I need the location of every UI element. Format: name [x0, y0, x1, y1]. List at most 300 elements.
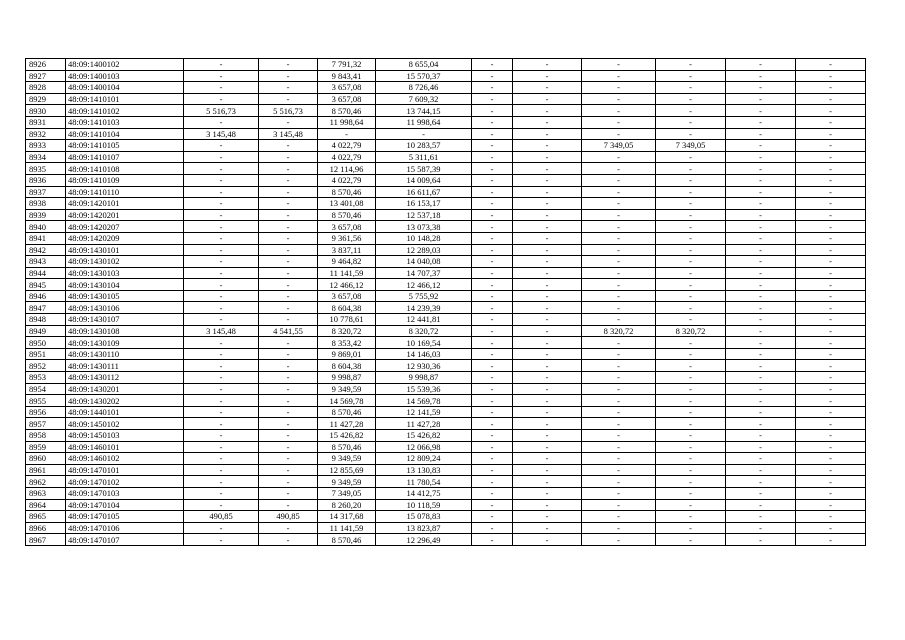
cell-value-col-9: -: [582, 186, 656, 198]
cell-value-col-6: 12 141,59: [376, 406, 472, 418]
cell-value-col-10: -: [656, 221, 726, 233]
cell-value-col-4: -: [259, 140, 318, 152]
cell-value-col-6: 10 169,54: [376, 337, 472, 349]
cell-cadastral-number: 48:09:1430105: [66, 290, 184, 302]
cell-row-number: 8955: [26, 395, 66, 407]
cell-value-col-6: 8 655,04: [376, 59, 472, 71]
cell-value-col-3: 3 145,48: [184, 325, 259, 337]
cell-value-col-9: -: [582, 279, 656, 291]
cell-value-col-11: -: [726, 464, 796, 476]
cell-cadastral-number: 48:09:1460101: [66, 441, 184, 453]
cell-value-col-6: 13 073,38: [376, 221, 472, 233]
table-row: [26, 198, 866, 210]
cell-value-col-5: 11 998,64: [318, 116, 376, 128]
cell-value-col-11: -: [726, 395, 796, 407]
cell-row-number: 8950: [26, 337, 66, 349]
cell-value-col-8: -: [513, 464, 582, 476]
cell-value-col-11: -: [726, 476, 796, 488]
cell-value-col-3: -: [184, 418, 259, 430]
cell-value-col-10: -: [656, 105, 726, 117]
cell-value-col-12: -: [796, 128, 866, 140]
cell-value-col-9: -: [582, 232, 656, 244]
cell-value-col-11: -: [726, 256, 796, 268]
cell-value-col-9: -: [582, 383, 656, 395]
cell-cadastral-number: 48:09:1470105: [66, 511, 184, 523]
cell-value-col-6: 13 130,83: [376, 464, 472, 476]
cell-row-number: 8961: [26, 464, 66, 476]
cell-value-col-11: -: [726, 151, 796, 163]
cell-value-col-3: -: [184, 314, 259, 326]
cell-value-col-10: -: [656, 279, 726, 291]
cell-value-col-11: -: [726, 511, 796, 523]
cell-value-col-12: -: [796, 140, 866, 152]
cell-row-number: 8927: [26, 70, 66, 82]
cell-cadastral-number: 48:09:1410110: [66, 186, 184, 198]
cell-value-col-9: -: [582, 82, 656, 94]
cell-value-col-9: -: [582, 372, 656, 384]
cell-value-col-9: -: [582, 116, 656, 128]
cell-value-col-7: -: [472, 302, 513, 314]
cell-value-col-10: -: [656, 314, 726, 326]
cell-value-col-10: -: [656, 198, 726, 210]
cell-value-col-11: -: [726, 59, 796, 71]
cell-value-col-5: 9 843,41: [318, 70, 376, 82]
cell-value-col-12: -: [796, 244, 866, 256]
cell-value-col-3: -: [184, 93, 259, 105]
cell-value-col-11: -: [726, 372, 796, 384]
cell-value-col-5: 8 570,46: [318, 209, 376, 221]
cell-value-col-6: 5 755,92: [376, 290, 472, 302]
cell-cadastral-number: 48:09:1410108: [66, 163, 184, 175]
cell-value-col-12: -: [796, 314, 866, 326]
cell-value-col-6: 14 239,39: [376, 302, 472, 314]
cell-value-col-6: 14 412,75: [376, 487, 472, 499]
cell-value-col-11: -: [726, 70, 796, 82]
table-row: [26, 59, 866, 71]
table-row: [26, 348, 866, 360]
cell-value-col-12: -: [796, 174, 866, 186]
cell-value-col-10: -: [656, 267, 726, 279]
cell-value-col-10: -: [656, 232, 726, 244]
cell-value-col-5: 7 791,32: [318, 59, 376, 71]
cell-value-col-5: 4 022,79: [318, 151, 376, 163]
cell-value-col-4: -: [259, 290, 318, 302]
cell-value-col-6: 12 289,03: [376, 244, 472, 256]
cell-value-col-7: -: [472, 511, 513, 523]
cell-value-col-11: -: [726, 82, 796, 94]
cell-value-col-5: 14 317,68: [318, 511, 376, 523]
cell-value-col-11: -: [726, 163, 796, 175]
cell-value-col-5: 8 260,20: [318, 499, 376, 511]
cell-value-col-7: -: [472, 476, 513, 488]
cell-cadastral-number: 48:09:1420207: [66, 221, 184, 233]
cell-row-number: 8953: [26, 372, 66, 384]
cell-value-col-6: 12 537,18: [376, 209, 472, 221]
cell-value-col-10: -: [656, 116, 726, 128]
table-row: [26, 116, 866, 128]
cell-value-col-12: -: [796, 256, 866, 268]
cell-value-col-12: -: [796, 116, 866, 128]
cell-value-col-4: -: [259, 395, 318, 407]
cell-value-col-10: -: [656, 128, 726, 140]
cell-value-col-8: -: [513, 244, 582, 256]
cell-value-col-10: -: [656, 418, 726, 430]
cell-value-col-12: -: [796, 372, 866, 384]
cell-value-col-9: -: [582, 337, 656, 349]
table-row: [26, 163, 866, 175]
cell-value-col-10: -: [656, 209, 726, 221]
cell-value-col-4: -: [259, 499, 318, 511]
cell-value-col-8: -: [513, 151, 582, 163]
cell-value-col-10: -: [656, 244, 726, 256]
cell-cadastral-number: 48:09:1440101: [66, 406, 184, 418]
cell-cadastral-number: 48:09:1450102: [66, 418, 184, 430]
cell-value-col-11: -: [726, 499, 796, 511]
cell-value-col-10: -: [656, 290, 726, 302]
cell-value-col-3: -: [184, 151, 259, 163]
cell-value-col-9: -: [582, 348, 656, 360]
table-row: [26, 430, 866, 442]
cell-value-col-11: -: [726, 290, 796, 302]
cell-value-col-4: 490,85: [259, 511, 318, 523]
cell-value-col-12: -: [796, 221, 866, 233]
cell-value-col-8: -: [513, 418, 582, 430]
table-row: [26, 453, 866, 465]
cell-value-col-10: -: [656, 534, 726, 546]
cell-value-col-9: -: [582, 70, 656, 82]
cell-cadastral-number: 48:09:1410105: [66, 140, 184, 152]
cell-value-col-7: -: [472, 256, 513, 268]
cell-cadastral-number: 48:09:1420201: [66, 209, 184, 221]
cell-value-col-9: -: [582, 93, 656, 105]
cell-value-col-6: 15 570,37: [376, 70, 472, 82]
cell-value-col-5: 15 426,82: [318, 430, 376, 442]
cell-value-col-10: -: [656, 464, 726, 476]
cell-value-col-12: -: [796, 348, 866, 360]
cell-value-col-12: -: [796, 499, 866, 511]
cell-row-number: 8949: [26, 325, 66, 337]
cell-value-col-5: 8 320,72: [318, 325, 376, 337]
cell-value-col-8: -: [513, 487, 582, 499]
cell-cadastral-number: 48:09:1410102: [66, 105, 184, 117]
cell-cadastral-number: 48:09:1470103: [66, 487, 184, 499]
cell-value-col-5: 8 570,46: [318, 441, 376, 453]
cell-value-col-5: 9 998,87: [318, 372, 376, 384]
cell-value-col-8: -: [513, 116, 582, 128]
cell-value-col-10: -: [656, 453, 726, 465]
cell-cadastral-number: 48:09:1430202: [66, 395, 184, 407]
cell-value-col-11: -: [726, 418, 796, 430]
cell-value-col-5: 11 427,28: [318, 418, 376, 430]
cell-value-col-10: -: [656, 82, 726, 94]
cell-value-col-3: -: [184, 290, 259, 302]
cell-value-col-5: 9 349,59: [318, 383, 376, 395]
cell-row-number: 8966: [26, 522, 66, 534]
cell-value-col-9: -: [582, 128, 656, 140]
cell-value-col-4: -: [259, 244, 318, 256]
cell-value-col-6: 14 009,64: [376, 174, 472, 186]
cell-value-col-3: -: [184, 360, 259, 372]
cell-row-number: 8964: [26, 499, 66, 511]
cell-value-col-11: -: [726, 534, 796, 546]
cell-value-col-5: 12 855,69: [318, 464, 376, 476]
cell-value-col-4: -: [259, 186, 318, 198]
cell-value-col-3: -: [184, 163, 259, 175]
cell-value-col-5: 8 604,38: [318, 302, 376, 314]
table-row: [26, 464, 866, 476]
table-row: [26, 209, 866, 221]
cell-value-col-9: -: [582, 221, 656, 233]
cell-value-col-5: 4 022,79: [318, 140, 376, 152]
cell-value-col-4: -: [259, 360, 318, 372]
cell-value-col-4: -: [259, 372, 318, 384]
cell-value-col-9: -: [582, 360, 656, 372]
cell-value-col-12: -: [796, 198, 866, 210]
cell-cadastral-number: 48:09:1420209: [66, 232, 184, 244]
cell-value-col-7: -: [472, 128, 513, 140]
cell-row-number: 8932: [26, 128, 66, 140]
cell-value-col-8: -: [513, 302, 582, 314]
cell-value-col-11: -: [726, 221, 796, 233]
cell-value-col-6: 12 441,81: [376, 314, 472, 326]
cell-value-col-4: -: [259, 151, 318, 163]
cell-value-col-5: 9 361,56: [318, 232, 376, 244]
cell-value-col-4: -: [259, 302, 318, 314]
cell-value-col-4: 3 145,48: [259, 128, 318, 140]
cell-cadastral-number: 48:09:1420101: [66, 198, 184, 210]
table-row: [26, 186, 866, 198]
table-row: [26, 418, 866, 430]
cell-value-col-5: 11 141,59: [318, 267, 376, 279]
table-row: [26, 372, 866, 384]
cell-value-col-10: -: [656, 476, 726, 488]
cell-value-col-9: -: [582, 105, 656, 117]
cell-value-col-7: -: [472, 59, 513, 71]
cell-value-col-10: -: [656, 256, 726, 268]
cell-value-col-3: -: [184, 232, 259, 244]
table-row: [26, 499, 866, 511]
cell-value-col-5: 9 869,01: [318, 348, 376, 360]
cell-value-col-3: -: [184, 348, 259, 360]
cell-value-col-9: -: [582, 511, 656, 523]
cell-value-col-9: -: [582, 256, 656, 268]
cell-cadastral-number: 48:09:1460102: [66, 453, 184, 465]
table-row: [26, 476, 866, 488]
cell-value-col-10: -: [656, 151, 726, 163]
cell-value-col-12: -: [796, 186, 866, 198]
cell-value-col-7: -: [472, 290, 513, 302]
cell-value-col-4: -: [259, 232, 318, 244]
cell-value-col-4: -: [259, 406, 318, 418]
cell-cadastral-number: 48:09:1410104: [66, 128, 184, 140]
cell-value-col-8: -: [513, 372, 582, 384]
cell-cadastral-number: 48:09:1410109: [66, 174, 184, 186]
cell-value-col-10: -: [656, 348, 726, 360]
cell-value-col-8: -: [513, 209, 582, 221]
cell-value-col-5: 4 022,79: [318, 174, 376, 186]
cell-value-col-4: -: [259, 59, 318, 71]
cell-value-col-12: -: [796, 383, 866, 395]
cell-row-number: 8952: [26, 360, 66, 372]
cell-row-number: 8931: [26, 116, 66, 128]
cell-value-col-12: -: [796, 325, 866, 337]
cell-value-col-3: 3 145,48: [184, 128, 259, 140]
cell-value-col-8: -: [513, 163, 582, 175]
cell-value-col-6: 8 726,46: [376, 82, 472, 94]
cell-value-col-8: -: [513, 267, 582, 279]
table-row: [26, 105, 866, 117]
cell-value-col-3: -: [184, 82, 259, 94]
cell-value-col-9: -: [582, 267, 656, 279]
cell-value-col-6: 14 569,78: [376, 395, 472, 407]
cell-value-col-9: -: [582, 174, 656, 186]
cell-value-col-12: -: [796, 82, 866, 94]
cell-value-col-3: -: [184, 430, 259, 442]
table-body: [26, 59, 866, 546]
cell-value-col-4: -: [259, 534, 318, 546]
cell-value-col-5: 11 141,59: [318, 522, 376, 534]
cell-value-col-8: -: [513, 314, 582, 326]
data-table: [25, 58, 866, 546]
cell-value-col-7: -: [472, 221, 513, 233]
cell-row-number: 8938: [26, 198, 66, 210]
cell-value-col-11: -: [726, 360, 796, 372]
cell-value-col-5: 3 837,11: [318, 244, 376, 256]
cell-value-col-5: 8 570,46: [318, 186, 376, 198]
table-row: [26, 522, 866, 534]
cell-value-col-3: -: [184, 174, 259, 186]
cell-value-col-3: -: [184, 140, 259, 152]
cell-value-col-3: 5 516,73: [184, 105, 259, 117]
cell-value-col-7: -: [472, 325, 513, 337]
cell-value-col-6: -: [376, 128, 472, 140]
cell-value-col-3: -: [184, 221, 259, 233]
cell-value-col-5: 3 657,08: [318, 290, 376, 302]
cell-value-col-11: -: [726, 325, 796, 337]
cell-value-col-3: -: [184, 395, 259, 407]
cell-value-col-7: -: [472, 186, 513, 198]
cell-value-col-9: -: [582, 209, 656, 221]
cell-value-col-10: -: [656, 337, 726, 349]
cell-value-col-5: 3 657,08: [318, 82, 376, 94]
cell-row-number: 8933: [26, 140, 66, 152]
cell-value-col-9: -: [582, 522, 656, 534]
cell-value-col-11: -: [726, 441, 796, 453]
cell-value-col-12: -: [796, 430, 866, 442]
cell-value-col-8: -: [513, 453, 582, 465]
cell-value-col-7: -: [472, 314, 513, 326]
cell-row-number: 8930: [26, 105, 66, 117]
cell-value-col-8: -: [513, 534, 582, 546]
cell-value-col-9: -: [582, 534, 656, 546]
cell-value-col-7: -: [472, 360, 513, 372]
cell-cadastral-number: 48:09:1430112: [66, 372, 184, 384]
cell-row-number: 8954: [26, 383, 66, 395]
cell-value-col-7: -: [472, 105, 513, 117]
cell-value-col-10: -: [656, 174, 726, 186]
cell-value-col-8: -: [513, 430, 582, 442]
cell-value-col-11: -: [726, 198, 796, 210]
cell-value-col-3: -: [184, 209, 259, 221]
cell-cadastral-number: 48:09:1430106: [66, 302, 184, 314]
cell-value-col-5: 8 570,46: [318, 105, 376, 117]
cell-value-col-6: 14 146,03: [376, 348, 472, 360]
cell-value-col-10: -: [656, 59, 726, 71]
cell-row-number: 8948: [26, 314, 66, 326]
table-row: [26, 395, 866, 407]
cell-row-number: 8951: [26, 348, 66, 360]
cell-value-col-7: -: [472, 232, 513, 244]
cell-value-col-7: -: [472, 534, 513, 546]
cell-value-col-7: -: [472, 348, 513, 360]
cell-value-col-9: -: [582, 59, 656, 71]
cell-value-col-5: 7 349,05: [318, 487, 376, 499]
cell-value-col-4: -: [259, 209, 318, 221]
cell-value-col-3: -: [184, 244, 259, 256]
cell-value-col-6: 10 283,57: [376, 140, 472, 152]
cell-value-col-11: -: [726, 232, 796, 244]
table-row: [26, 325, 866, 337]
cell-value-col-12: -: [796, 302, 866, 314]
cell-value-col-5: 3 657,08: [318, 93, 376, 105]
cell-value-col-4: -: [259, 267, 318, 279]
cell-value-col-6: 9 998,87: [376, 372, 472, 384]
cell-value-col-3: -: [184, 441, 259, 453]
cell-value-col-12: -: [796, 395, 866, 407]
cell-value-col-4: -: [259, 476, 318, 488]
cell-value-col-5: 8 570,46: [318, 406, 376, 418]
cell-value-col-4: -: [259, 464, 318, 476]
cell-value-col-9: -: [582, 151, 656, 163]
cell-value-col-6: 11 998,64: [376, 116, 472, 128]
cell-value-col-6: 5 311,61: [376, 151, 472, 163]
table-row: [26, 383, 866, 395]
cell-value-col-3: -: [184, 453, 259, 465]
cell-value-col-10: -: [656, 511, 726, 523]
cell-value-col-9: -: [582, 395, 656, 407]
cell-value-col-12: -: [796, 232, 866, 244]
cell-value-col-8: -: [513, 290, 582, 302]
cell-value-col-5: 13 401,08: [318, 198, 376, 210]
cell-row-number: 8960: [26, 453, 66, 465]
cell-value-col-6: 12 296,49: [376, 534, 472, 546]
cell-value-col-7: -: [472, 430, 513, 442]
cell-value-col-4: -: [259, 221, 318, 233]
cell-value-col-4: -: [259, 70, 318, 82]
cell-cadastral-number: 48:09:1430110: [66, 348, 184, 360]
cell-value-col-3: -: [184, 372, 259, 384]
cell-value-col-11: -: [726, 383, 796, 395]
cell-value-col-11: -: [726, 128, 796, 140]
table-row: [26, 302, 866, 314]
cell-value-col-8: -: [513, 232, 582, 244]
cell-value-col-12: -: [796, 464, 866, 476]
cell-value-col-8: -: [513, 383, 582, 395]
cell-value-col-6: 15 587,39: [376, 163, 472, 175]
cell-row-number: 8937: [26, 186, 66, 198]
cell-value-col-10: -: [656, 70, 726, 82]
cell-value-col-3: -: [184, 499, 259, 511]
cell-row-number: 8928: [26, 82, 66, 94]
cell-value-col-8: -: [513, 406, 582, 418]
cell-value-col-8: -: [513, 186, 582, 198]
cell-value-col-3: -: [184, 383, 259, 395]
cell-cadastral-number: 48:09:1410101: [66, 93, 184, 105]
cell-value-col-4: -: [259, 116, 318, 128]
cell-value-col-7: -: [472, 395, 513, 407]
cell-value-col-11: -: [726, 487, 796, 499]
cell-value-col-10: -: [656, 499, 726, 511]
